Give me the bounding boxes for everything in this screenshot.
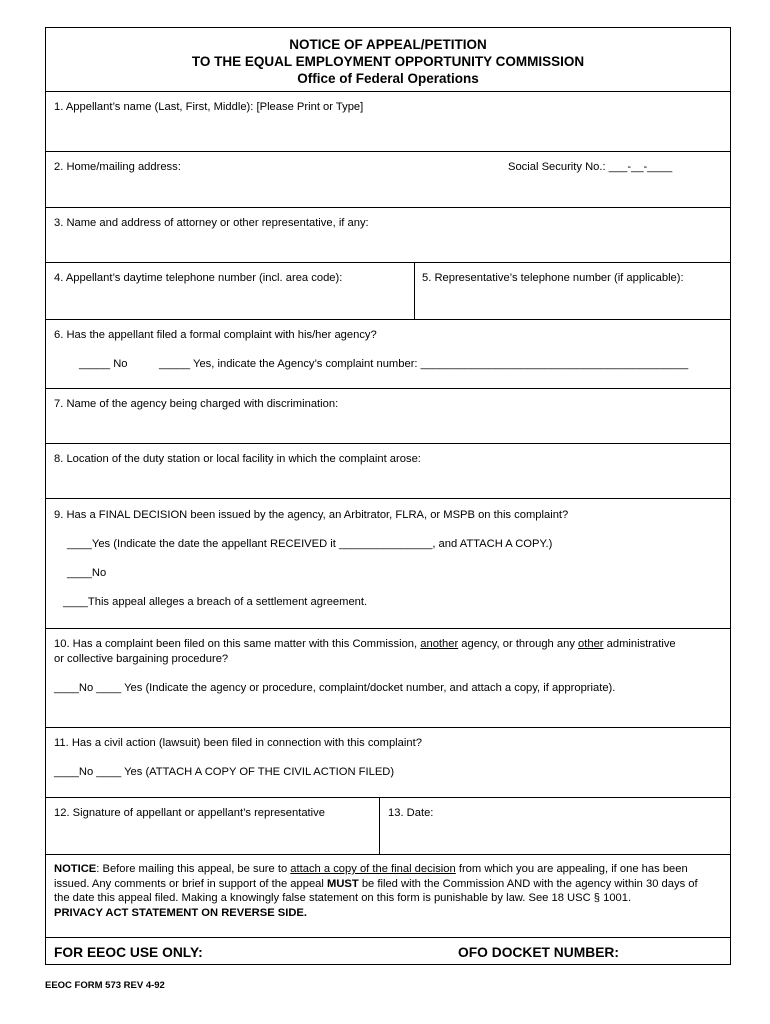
field-7-label: 7. Name of the agency being charged with discrimination: [54,398,339,410]
field-6-no-option[interactable]: _____ No [79,358,128,370]
field-final-decision [46,499,730,629]
field-duty-station[interactable] [46,444,730,499]
ofo-docket-number: OFO DOCKET NUMBER: [458,945,619,960]
field-signature-date [46,798,730,855]
ssn-label: Social Security No.: ___-__-____ [508,161,673,173]
field-12-label[interactable]: 12. Signature of appellant or appellant’s representative [54,807,325,819]
field-5-label: 5. Representative’s telephone number (if applicable): [422,272,684,284]
field-11-label: 11. Has a civil action (lawsuit) been filed in connection with this complaint? [54,737,422,749]
form-title-line2: TO THE EQUAL EMPLOYMENT OPPORTUNITY COMMISSION [191,54,585,69]
field-9-label: 9. Has a FINAL DECISION been issued by the agency, an Arbitrator, FLRA, or MSPB on this complaint? [54,509,569,521]
field-9-no-option[interactable]: ____No [67,567,107,579]
form-header [46,28,730,92]
field-mailing-address[interactable] [46,152,730,208]
form-id: EEOC FORM 573 REV 4-92 [45,980,165,991]
field-10-label: 10. Has a complaint been filed on this same matter with this Commission, another agency, or through any other administrative [54,638,676,650]
field-6-yes-option[interactable]: _____ Yes, indicate the Agency’s complaint number: ___________________________________________ [159,358,689,370]
form-title-line1: NOTICE OF APPEAL/PETITION [289,37,487,52]
field-appellant-name[interactable] [46,92,730,152]
field-agency-name[interactable] [46,389,730,444]
other-underlined: other [578,638,604,650]
notice-section [46,855,730,938]
field-10-label-line2: or collective bargaining procedure? [54,653,229,665]
field-4-label: 4. Appellant’s daytime telephone number (incl. area code): [54,272,343,284]
field-9-breach-option[interactable]: ____This appeal alleges a breach of a settlement agreement. [63,596,368,608]
field-attorney[interactable] [46,208,730,263]
field-2-label: 2. Home/mailing address: [54,161,181,173]
form-subtitle: Office of Federal Operations [297,71,479,86]
field-9-yes-option[interactable]: ____Yes (Indicate the date the appellant RECEIVED it _______________, and ATTACH A COPY.) [67,538,553,550]
field-10-options[interactable]: ____No ____ Yes (Indicate the agency or procedure, complaint/docket number, and attach a copy, if appropriate). [54,682,616,694]
another-underlined: another [420,638,459,650]
divider [379,798,380,854]
field-6-label: 6. Has the appellant filed a formal complaint with his/her agency? [54,329,377,341]
notice-text: NOTICE: Before mailing this appeal, be sure to attach a copy of the final decision from which you are appealing, if one has been issued. Any comments or brief in support of the appeal MUST be filed with the Commission AND with the agency within 30 days of the date this appeal filed. Making a knowingly false statement on this form is punishable by law. See 18 USC § 1001. PRIVACY ACT STATEMENT ON REVERSE SIDE. [54,863,698,919]
field-civil-action [46,728,730,798]
field-telephones [46,263,730,320]
field-11-options[interactable]: ____No ____ Yes (ATTACH A COPY OF THE CIVIL ACTION FILED) [54,766,395,778]
field-1-label: 1. Appellant’s name (Last, First, Middle): [Please Print or Type] [54,101,364,113]
field-13-label[interactable]: 13. Date: [388,807,434,819]
eeoc-use-only: FOR EEOC USE ONLY: [54,945,203,960]
field-8-label: 8. Location of the duty station or local facility in which the complaint arose: [54,453,421,465]
appeal-form [45,27,731,965]
field-other-complaint [46,629,730,728]
field-formal-complaint [46,320,730,389]
attach-copy-underlined: attach a copy of the final decision [290,863,456,875]
field-3-label: 3. Name and address of attorney or other representative, if any: [54,217,369,229]
divider [414,263,415,319]
privacy-act-statement: PRIVACY ACT STATEMENT ON REVERSE SIDE. [54,906,307,919]
